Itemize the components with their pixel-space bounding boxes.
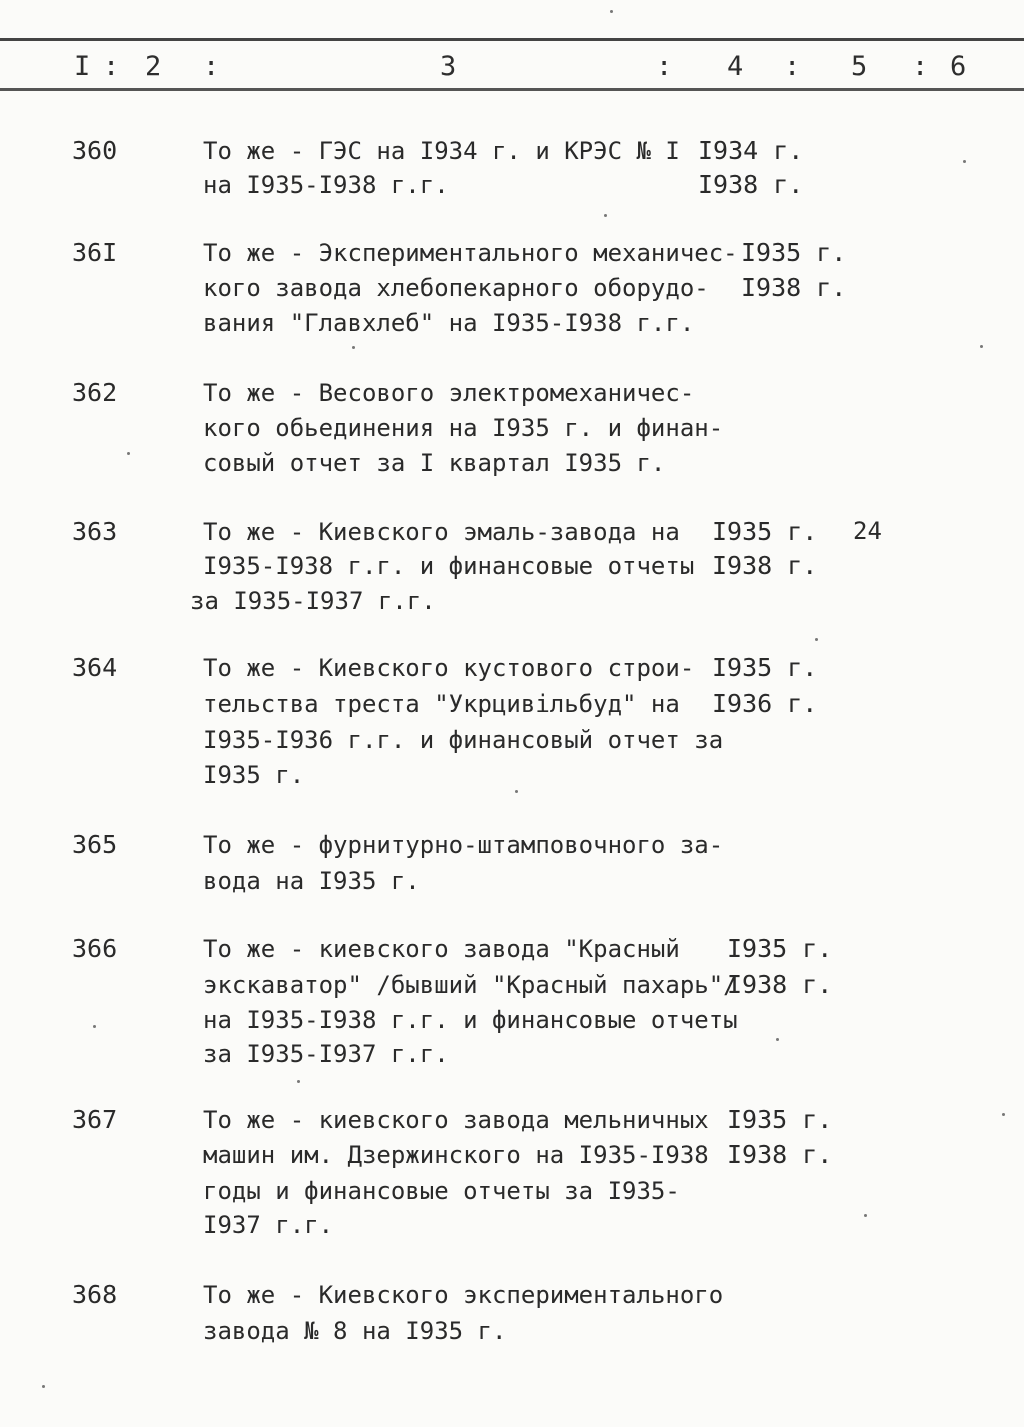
scan-speck bbox=[604, 214, 607, 217]
record-end-date: I938 г. bbox=[727, 970, 833, 999]
scan-speck bbox=[776, 1038, 779, 1041]
record-start-date: I935 г. bbox=[712, 653, 818, 682]
record-description-line: То же - ГЭС на I934 г. и КРЭС № I bbox=[203, 137, 680, 165]
record-description-line: I935-I938 г.г. и финансовые отчеты bbox=[203, 552, 695, 580]
record-description-line: на I935-I938 г.г. и финансовые отчеты bbox=[203, 1006, 738, 1034]
sheet-number: 24 bbox=[853, 517, 882, 545]
record-description-line: То же - фурнитурно-штамповочного за- bbox=[203, 831, 724, 859]
record-start-date: I934 г. bbox=[698, 136, 804, 165]
scan-speck bbox=[864, 1214, 867, 1217]
column-header-separator: : bbox=[784, 51, 801, 82]
record-description-line: годы и финансовые отчеты за I935- bbox=[203, 1177, 680, 1205]
record-end-date: I938 г. bbox=[727, 1140, 833, 1169]
column-header-separator: : bbox=[203, 51, 220, 82]
scan-speck bbox=[93, 1025, 96, 1028]
column-header-4: 4 bbox=[727, 51, 744, 82]
record-description-line: I935-I936 г.г. и финансовый отчет за bbox=[203, 726, 724, 754]
record-description-line: экскаватор" /бывший "Красный пахарь"/ bbox=[203, 971, 738, 999]
column-header-separator: : bbox=[656, 51, 673, 82]
record-description-line: I935 г. bbox=[203, 761, 305, 789]
record-start-date: I935 г. bbox=[741, 238, 847, 267]
header-bottom-rule bbox=[0, 88, 1024, 91]
column-header-2: 2 bbox=[145, 51, 162, 82]
scan-speck bbox=[515, 790, 518, 793]
record-end-date: I936 г. bbox=[712, 689, 818, 718]
record-number: 367 bbox=[72, 1105, 118, 1134]
column-header-6: 6 bbox=[950, 51, 967, 82]
scan-speck bbox=[42, 1385, 45, 1388]
scan-speck bbox=[963, 160, 966, 163]
scan-speck bbox=[352, 346, 355, 349]
scan-speck bbox=[815, 638, 818, 641]
record-number: 366 bbox=[72, 934, 118, 963]
column-header-5: 5 bbox=[851, 51, 868, 82]
scan-speck bbox=[1002, 1113, 1005, 1116]
record-number: 365 bbox=[72, 830, 118, 859]
column-header-3: 3 bbox=[440, 51, 457, 82]
scan-speck bbox=[980, 345, 983, 348]
record-description-line: завода № 8 на I935 г. bbox=[203, 1317, 507, 1345]
column-header-separator: : bbox=[912, 51, 929, 82]
column-header-1: I bbox=[74, 51, 91, 82]
record-end-date: I938 г. bbox=[698, 170, 804, 199]
record-description-line: То же - киевского завода мельничных bbox=[203, 1106, 709, 1134]
record-number: 360 bbox=[72, 136, 118, 165]
record-end-date: I938 г. bbox=[741, 273, 847, 302]
record-number: 362 bbox=[72, 378, 118, 407]
record-description-line: То же - Киевского экспериментального bbox=[203, 1281, 724, 1309]
record-description-line: То же - Экспериментального механичес- bbox=[203, 239, 738, 267]
record-number: 364 bbox=[72, 653, 118, 682]
record-description-line: I937 г.г. bbox=[203, 1211, 334, 1239]
record-description-line: То же - Киевского эмаль-завода на bbox=[203, 518, 680, 546]
record-description-line: То же - Киевского кустового строи- bbox=[203, 654, 695, 682]
record-start-date: I935 г. bbox=[727, 934, 833, 963]
scan-speck bbox=[610, 10, 613, 13]
record-description-line: вания "Главхлеб" на I935-I938 г.г. bbox=[203, 309, 695, 337]
scan-speck bbox=[127, 452, 130, 455]
record-description-line: за I935-I937 г.г. bbox=[203, 1040, 449, 1068]
record-description-line: кого завода хлебопекарного оборудо- bbox=[203, 274, 709, 302]
record-description-line: на I935-I938 г.г. bbox=[203, 171, 449, 199]
record-start-date: I935 г. bbox=[712, 517, 818, 546]
column-header-separator: : bbox=[103, 51, 120, 82]
scan-speck bbox=[297, 1080, 300, 1083]
record-end-date: I938 г. bbox=[712, 551, 818, 580]
record-description-line: кого обьединения на I935 г. и финан- bbox=[203, 414, 724, 442]
record-number: 363 bbox=[72, 517, 118, 546]
record-number: 36I bbox=[72, 238, 118, 267]
record-description-line: тельства треста "Укрцивiльбуд" на bbox=[203, 690, 680, 718]
header-top-rule bbox=[0, 38, 1024, 41]
record-description-line: машин им. Дзержинского на I935-I938 bbox=[203, 1141, 709, 1169]
record-number: 368 bbox=[72, 1280, 118, 1309]
record-description-line: То же - киевского завода "Красный bbox=[203, 935, 680, 963]
record-description-line: вода на I935 г. bbox=[203, 867, 420, 895]
record-description-line: То же - Весового электромеханичес- bbox=[203, 379, 695, 407]
record-start-date: I935 г. bbox=[727, 1105, 833, 1134]
record-description-line: за I935-I937 г.г. bbox=[190, 587, 436, 615]
record-description-line: совый отчет за I квартал I935 г. bbox=[203, 449, 666, 477]
